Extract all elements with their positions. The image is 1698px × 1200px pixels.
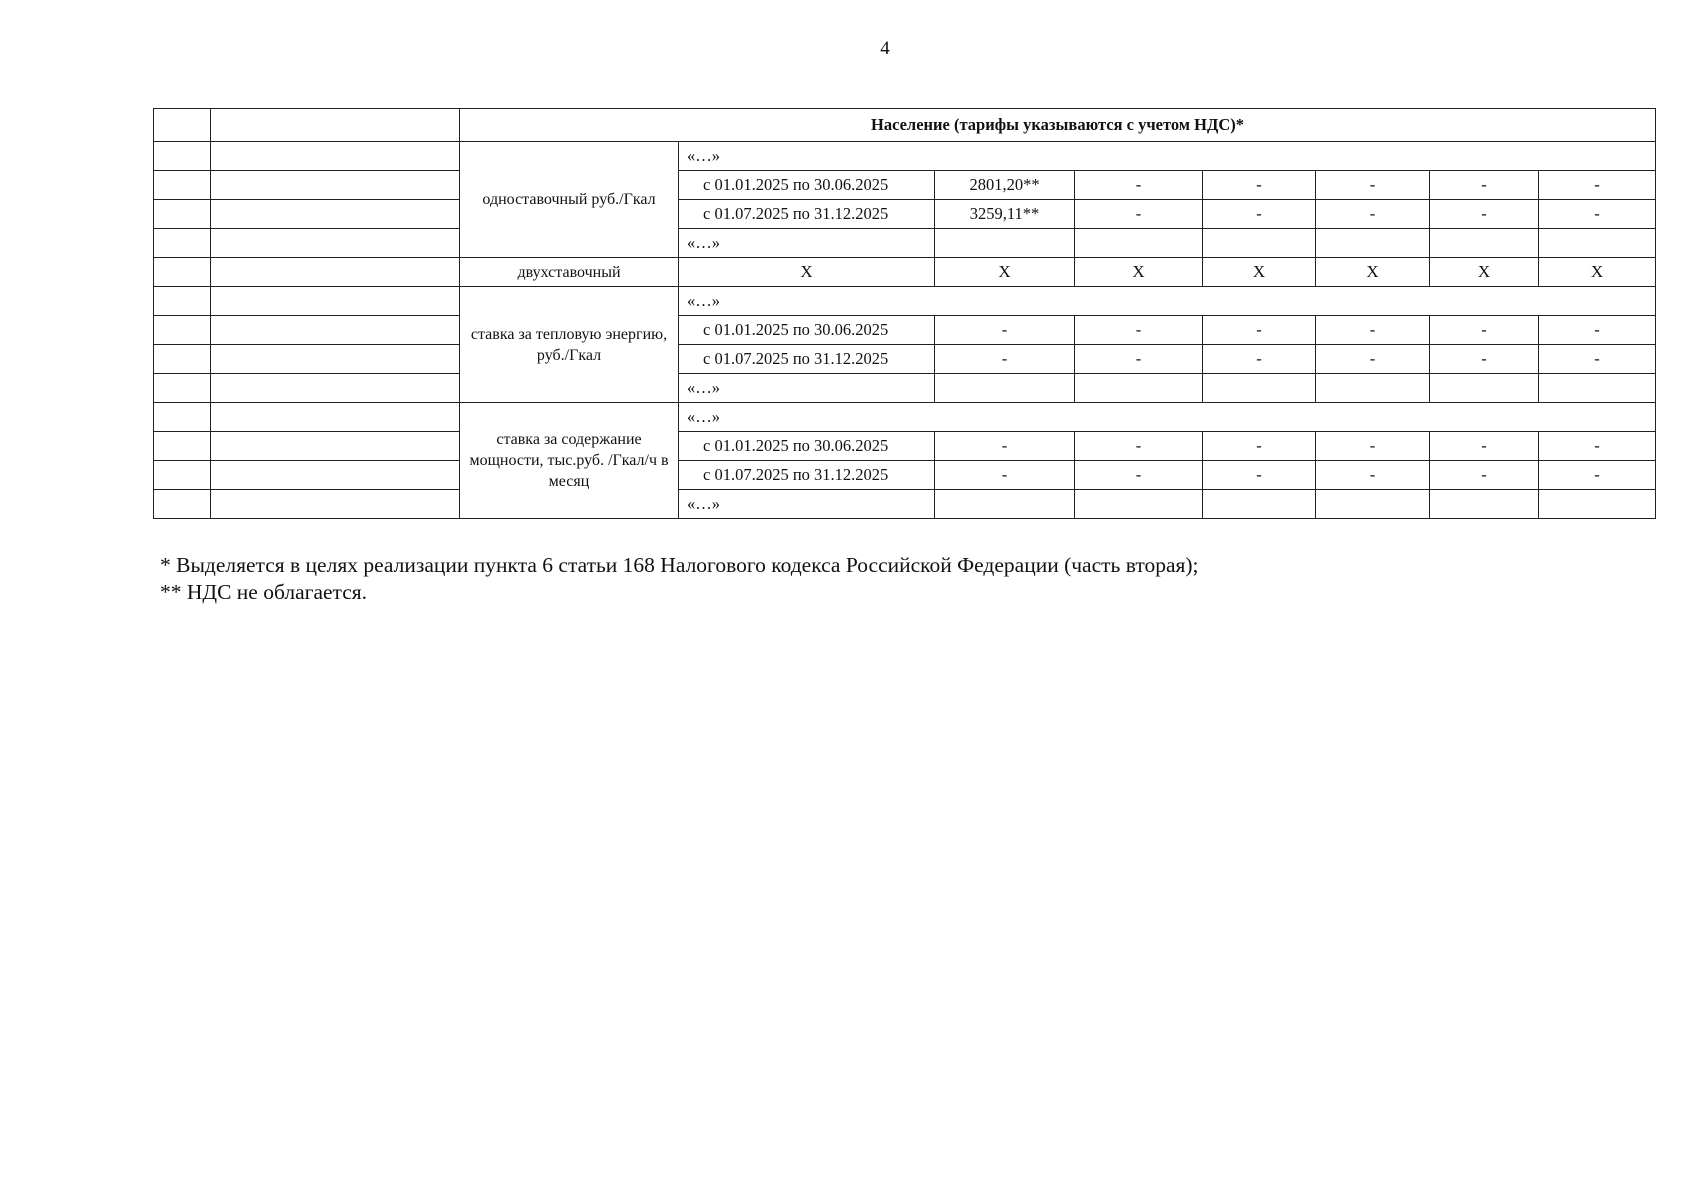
table-row [154,432,1656,461]
table-cell [211,258,460,287]
single-rate-label: одноставочный руб./Гкал [460,142,679,258]
value-cell: - [935,461,1075,490]
value-cell: - [1203,316,1316,345]
x-mark: X [1203,258,1316,287]
two-rate-label: двухставочный [460,258,679,287]
table-cell [211,403,460,432]
value-cell: - [1203,345,1316,374]
ellipsis-cell: «…» [679,229,935,258]
value-cell: - [1430,171,1539,200]
tariff-value: 3259,11** [935,200,1075,229]
ellipsis-cell: «…» [679,374,935,403]
value-cell: - [935,345,1075,374]
x-mark: X [1075,258,1203,287]
table-cell [1430,490,1539,519]
value-cell: - [1316,432,1430,461]
table-cell [154,345,211,374]
value-cell: - [1203,432,1316,461]
value-cell: - [1075,316,1203,345]
ellipsis-cell: «…» [679,403,1656,432]
table-row [154,229,1656,258]
value-cell: - [1430,345,1539,374]
table-cell [211,490,460,519]
value-cell: - [1430,316,1539,345]
table-row [154,374,1656,403]
value-cell: - [1203,171,1316,200]
table-cell [211,142,460,171]
period-cell: с 01.01.2025 по 30.06.2025 [679,432,935,461]
table-cell [154,200,211,229]
table-cell [935,490,1075,519]
table-cell [154,432,211,461]
table-cell [154,287,211,316]
table-row [154,258,1656,287]
table-header: Население (тарифы указываются с учетом НДС)* [460,109,1656,142]
value-cell: - [1430,461,1539,490]
x-mark: X [935,258,1075,287]
value-cell: - [1430,432,1539,461]
table-cell [211,316,460,345]
value-cell: - [1539,345,1656,374]
table-row [154,403,1656,432]
value-cell: - [1075,345,1203,374]
table-row [154,345,1656,374]
footnote-no-vat: ** НДС не облагается. [160,580,368,604]
table-cell [1430,229,1539,258]
value-cell: - [1316,200,1430,229]
value-cell: - [935,316,1075,345]
table-cell [1316,374,1430,403]
period-cell: с 01.01.2025 по 30.06.2025 [679,316,935,345]
table-cell [211,287,460,316]
table-row [154,316,1656,345]
value-cell: - [1316,461,1430,490]
table-cell [154,316,211,345]
heat-rate-label: ставка за тепловую энергию, руб./Гкал [460,287,679,403]
value-cell: - [1539,461,1656,490]
table-cell [154,374,211,403]
table-cell [1539,229,1656,258]
table-cell [1539,490,1656,519]
table-row [154,142,1656,171]
value-cell: - [1430,200,1539,229]
ellipsis-cell: «…» [679,490,935,519]
value-cell: - [1539,200,1656,229]
period-cell: с 01.07.2025 по 31.12.2025 [679,461,935,490]
table-cell [1203,229,1316,258]
value-cell: - [1316,171,1430,200]
table-cell [211,229,460,258]
table-cell [154,258,211,287]
table-cell [935,374,1075,403]
tariff-table [153,108,1656,519]
value-cell: - [1316,316,1430,345]
table-cell [1430,374,1539,403]
value-cell: - [1203,461,1316,490]
table-row [154,287,1656,316]
footnote-vat: * Выделяется в целях реализации пункта 6 статьи 168 Налогового кодекса Российской Федерации (часть вторая); [160,553,1199,577]
table-cell [154,461,211,490]
table-cell [154,142,211,171]
table-cell [211,200,460,229]
value-cell: - [1075,171,1203,200]
x-mark: X [679,258,935,287]
period-cell: с 01.07.2025 по 31.12.2025 [679,345,935,374]
table-cell [1316,229,1430,258]
value-cell: - [1203,200,1316,229]
table-cell [1539,374,1656,403]
value-cell: - [1075,461,1203,490]
period-cell: с 01.07.2025 по 31.12.2025 [679,200,935,229]
table-row [154,490,1656,519]
table-row [154,171,1656,200]
table-cell [211,109,460,142]
table-cell [211,432,460,461]
footnotes [160,552,1199,606]
table-row [154,200,1656,229]
value-cell: - [1539,316,1656,345]
ellipsis-cell: «…» [679,287,1656,316]
value-cell: - [1075,200,1203,229]
x-mark: X [1316,258,1430,287]
table-cell [1203,374,1316,403]
table-cell [1075,229,1203,258]
capacity-rate-label: ставка за содержание мощности, тыс.руб. /Гкал/ч в месяц [460,403,679,519]
table-cell [211,374,460,403]
table-cell [154,171,211,200]
table-cell [1075,374,1203,403]
x-mark: X [1539,258,1656,287]
page-number: 4 [880,38,890,59]
tariff-value: 2801,20** [935,171,1075,200]
table-cell [211,171,460,200]
table-cell [935,229,1075,258]
value-cell: - [1539,171,1656,200]
ellipsis-cell: «…» [679,142,1656,171]
table-row [154,461,1656,490]
table-cell [154,109,211,142]
table-cell [154,229,211,258]
period-cell: с 01.01.2025 по 30.06.2025 [679,171,935,200]
table-cell [1316,490,1430,519]
value-cell: - [1075,432,1203,461]
table-cell [1203,490,1316,519]
table-cell [1075,490,1203,519]
table-cell [211,345,460,374]
value-cell: - [1539,432,1656,461]
value-cell: - [1316,345,1430,374]
table-header-row [154,109,1656,142]
value-cell: - [935,432,1075,461]
table-cell [154,490,211,519]
table-cell [154,403,211,432]
x-mark: X [1430,258,1539,287]
table-cell [211,461,460,490]
